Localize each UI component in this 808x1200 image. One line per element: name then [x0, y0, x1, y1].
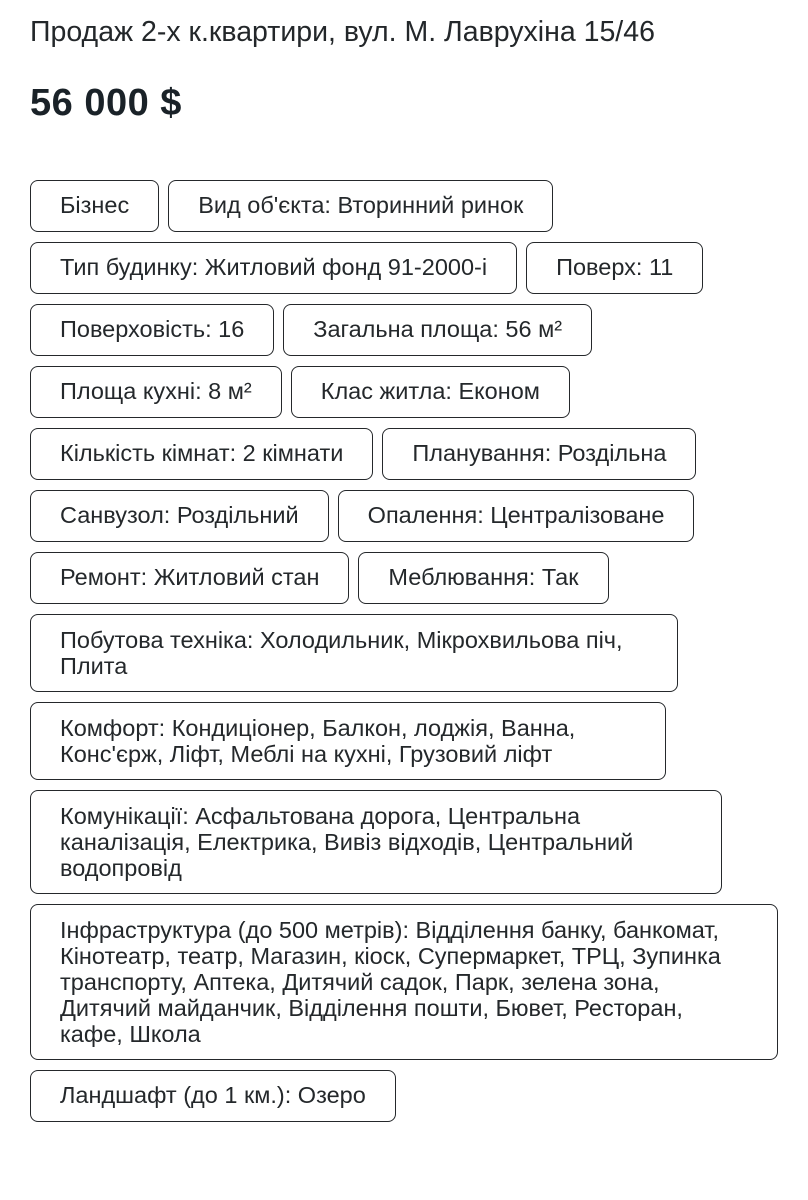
tag-building-type[interactable]: Тип будинку: Житловий фонд 91-2000-і — [30, 242, 517, 294]
tag-appliances[interactable]: Побутова техніка: Холодильник, Мікрохвильова піч, Плита — [30, 614, 678, 692]
tag-heating[interactable]: Опалення: Централізоване — [338, 490, 695, 542]
tag-layout[interactable]: Планування: Роздільна — [382, 428, 696, 480]
tag-bathroom[interactable]: Санвузол: Роздільний — [30, 490, 329, 542]
tag-rooms[interactable]: Кількість кімнат: 2 кімнати — [30, 428, 373, 480]
tag-comfort[interactable]: Комфорт: Кондиціонер, Балкон, лоджія, Ванна, Конс'єрж, Ліфт, Меблі на кухні, Грузовий ліфт — [30, 702, 666, 780]
tag-landscape[interactable]: Ландшафт (до 1 км.): Озеро — [30, 1070, 396, 1122]
tag-category[interactable]: Бізнес — [30, 180, 159, 232]
tag-total-floors[interactable]: Поверховість: 16 — [30, 304, 274, 356]
listing-title: Продаж 2-х к.квартири, вул. М. Лаврухіна 15/46 — [30, 16, 655, 48]
tag-communications[interactable]: Комунікації: Асфальтована дорога, Центральна каналізація, Електрика, Вивіз відходів, Центральний водопровід — [30, 790, 722, 894]
tag-infrastructure[interactable]: Інфраструктура (до 500 метрів): Відділення банку, банкомат, Кінотеатр, театр, Магазин, кіоск, Супермаркет, ТРЦ, Зупинка транспорту, Аптека, Дитячий садок, Парк, зелена зона, Дитячий майданчик, Відділення пошти, Бювет, Ресторан, кафе, Школа — [30, 904, 778, 1060]
tag-kitchen-area[interactable]: Площа кухні: 8 м² — [30, 366, 282, 418]
tag-total-area[interactable]: Загальна площа: 56 м² — [283, 304, 592, 356]
tag-furnishing[interactable]: Меблювання: Так — [358, 552, 608, 604]
tag-housing-class[interactable]: Клас житла: Економ — [291, 366, 570, 418]
listing-price: 56 000 $ — [30, 82, 182, 124]
property-features — [30, 180, 780, 1122]
tag-object-type[interactable]: Вид об'єкта: Вторинний ринок — [168, 180, 553, 232]
tag-floor[interactable]: Поверх: 11 — [526, 242, 703, 294]
tag-renovation[interactable]: Ремонт: Житловий стан — [30, 552, 349, 604]
